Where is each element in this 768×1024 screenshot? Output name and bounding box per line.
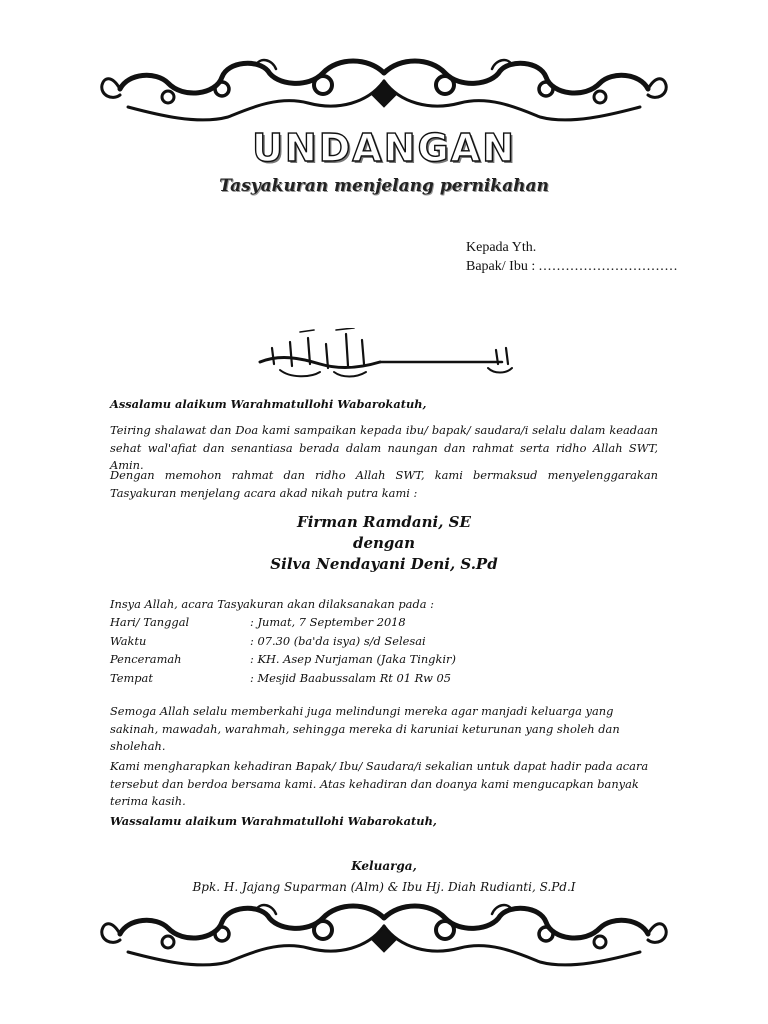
greeting-text: Assalamu alaikum Warahmatullohi Wabarokatuh, [110, 397, 427, 411]
closing-greeting: Wassalamu alaikum Warahmatullohi Wabarokatuh, [110, 814, 437, 828]
detail-label: Tempat [110, 670, 153, 685]
detail-row [110, 650, 456, 669]
top-floral-ornament-icon [100, 55, 668, 125]
family-label: Keluarga, [351, 859, 417, 873]
invitation-title: UNDANGAN [252, 126, 516, 170]
event-intro: Insya Allah, acara Tasyakuran akan dilaksanakan pada : [110, 597, 434, 611]
purpose-paragraph: Dengan memohon rahmat dan ridho Allah SWT, kami bermaksud menyelenggarakan Tasyakuran menjelang acara akad nikah putra kami : [110, 468, 658, 500]
couple-names [0, 512, 768, 575]
bride-name: Silva Nendayani Deni, S.Pd [270, 555, 498, 573]
recipient-to: Kepada Yth. [466, 240, 537, 255]
recipient-block [466, 238, 678, 276]
detail-label: Penceramah [110, 652, 182, 666]
family-names: Bpk. H. Jajang Suparman (Alm) & Ibu Hj. Diah Rudianti, S.Pd.I [192, 880, 576, 894]
detail-value: : 07.30 (ba'da isya) s/d Selesai [250, 633, 426, 648]
hope-paragraph: Kami mengharapkan kehadiran Bapak/ Ibu/ Saudara/i sekalian untuk dapat hadir pada acara tersebut dan berdoa bersama kami. Atas kehadiran dan doanya kami mengucapkan banyak terima kasih. [110, 759, 649, 808]
detail-row [110, 669, 456, 688]
recipient-name-label: Bapak/ Ibu : [466, 259, 536, 274]
bottom-floral-ornament-icon [100, 900, 668, 970]
detail-value: : Jumat, 7 September 2018 [250, 615, 406, 629]
detail-label: Waktu [110, 633, 147, 648]
groom-name: Firman Ramdani, SE [297, 513, 471, 531]
detail-value: : KH. Asep Nurjaman (Jaka Tingkir) [250, 652, 456, 666]
basmala-calligraphy-icon [250, 328, 520, 380]
family-signature [0, 856, 768, 898]
opening-paragraph: Teiring shalawat dan Doa kami sampaikan kepada ibu/ bapak/ saudara/i selalu dalam keadaan sehat wal'afiat dan senantiasa berada dalam naungan dan rahmat serta ridho Allah SWT, Amin. [110, 423, 658, 472]
connector-text: dengan [352, 534, 416, 552]
recipient-name-blank: ............................... [538, 259, 679, 274]
recipient-name-line [466, 257, 678, 276]
detail-row [110, 613, 456, 632]
detail-label: Hari/ Tanggal [110, 615, 190, 629]
event-details [110, 613, 456, 687]
prayer-paragraph: Semoga Allah selalu memberkahi juga melindungi mereka agar manjadi keluarga yang sakinah, mawadah, warahmah, sehingga mereka di karuniai keturunan yang sholeh dan sholehah. [110, 704, 620, 753]
detail-row [110, 632, 456, 651]
invitation-subtitle: Tasyakuran menjelang pernikahan [219, 176, 549, 196]
detail-value: : Mesjid Baabussalam Rt 01 Rw 05 [250, 670, 452, 685]
